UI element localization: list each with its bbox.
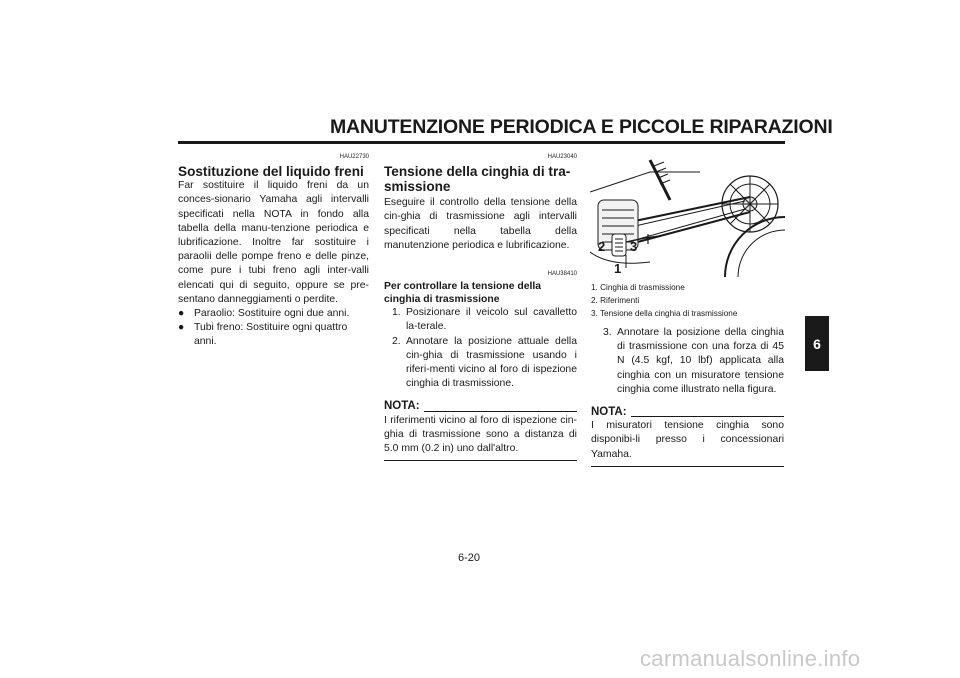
motorcycle-belt-illustration xyxy=(590,152,785,277)
step-number: 2. xyxy=(392,335,401,347)
note-text: I misuratori tensione cinghia sono disponibi-li presso i concessionari Yamaha. xyxy=(591,420,784,460)
section-heading: Tensione della cinghia di tra-smissione xyxy=(384,164,571,195)
watermark: carmanualsonline.info xyxy=(640,646,861,671)
column-brake-fluid xyxy=(178,150,369,350)
section-paragraph: Eseguire il controllo della tensione della cin-ghia di trasmissione agli intervalli specificati nella tabella della manutenzione periodica e lubrificazione. xyxy=(384,197,577,251)
note-heading xyxy=(384,399,577,413)
column-belt-continued xyxy=(591,281,784,467)
note-label: NOTA: xyxy=(384,400,420,413)
bullet-icon: ● xyxy=(178,308,185,320)
step-item xyxy=(392,306,577,334)
step-text: Annotare la posizione della cinghia di trasmissione con una forza di 45 N (4.5 kgf, 10 lbf) applicata alla cinghia con un misuratore tensione cinghia come illustrato nella figura. xyxy=(617,327,784,395)
belt-figure xyxy=(590,152,785,277)
bullet-icon: ● xyxy=(178,322,185,334)
figure-caption: 1. Cinghia di trasmissione xyxy=(591,283,685,292)
step-text: Posizionare il veicolo sul cavalletto la-terale. xyxy=(406,307,577,333)
bullet-text: Paraolio: Sostituire ogni due anni. xyxy=(194,308,350,320)
bullet-item xyxy=(178,307,369,321)
column-belt-tension xyxy=(384,150,577,461)
step-text: Annotare la posizione attuale della cin-ghia di trasmissione usando i riferi-menti vicino al foro di ispezione cinghia di trasmissione. xyxy=(406,335,577,390)
section-heading: Sostituzione del liquido freni xyxy=(178,164,364,180)
bullet-item xyxy=(178,321,369,349)
header-rule xyxy=(178,141,785,144)
figure-label-3: 3 xyxy=(630,239,638,254)
page-header-title: MANUTENZIONE PERIODICA E PICCOLE RIPARAZIONI xyxy=(330,116,833,138)
section-code: HAU22730 xyxy=(339,154,369,160)
subsection-heading: Per controllare la tensione della cinghia di trasmissione xyxy=(384,281,542,305)
bullet-text: Tubi freno: Sostituire ogni quattro anni. xyxy=(194,322,348,348)
step-number: 1. xyxy=(392,307,401,319)
page-number: 6-20 xyxy=(458,552,481,564)
section-code: HAU23040 xyxy=(547,154,577,160)
section-paragraph: Far sostituire il liquido freni da un conces-sionario Yamaha agli intervalli specificati nella NOTA in fondo alla tabella della manu-tenzione periodica e lubrificazione. Inoltre far sostituire i paraolii delle pompe freno e delle pinze, come pure i tubi freno agli inter-valli elencati qui di seguito, oppure se pre-sentano danneggiamenti o perdite. xyxy=(178,180,369,305)
figure-label-2: 2 xyxy=(598,239,606,254)
note-end-rule xyxy=(384,460,577,461)
note-heading xyxy=(591,405,784,419)
note-text: I riferimenti vicino al foro di ispezione cin-ghia di trasmissione sono a distanza di 5.0 mm (0.2 in) uno dall'altro. xyxy=(384,414,577,455)
step-item xyxy=(392,335,577,392)
step-number: 3. xyxy=(603,327,612,338)
step-item xyxy=(603,326,784,397)
figure-caption: 2. Riferimenti xyxy=(591,296,640,305)
note-rule xyxy=(424,411,577,412)
note-label: NOTA: xyxy=(591,406,627,419)
note-rule xyxy=(631,416,784,417)
chapter-tab: 6 xyxy=(805,316,829,371)
section-code: HAU38410 xyxy=(547,271,577,278)
figure-label-1: 1 xyxy=(614,261,622,276)
figure-caption: 3. Tensione della cinghia di trasmissione xyxy=(591,309,738,318)
note-end-rule xyxy=(591,466,784,467)
